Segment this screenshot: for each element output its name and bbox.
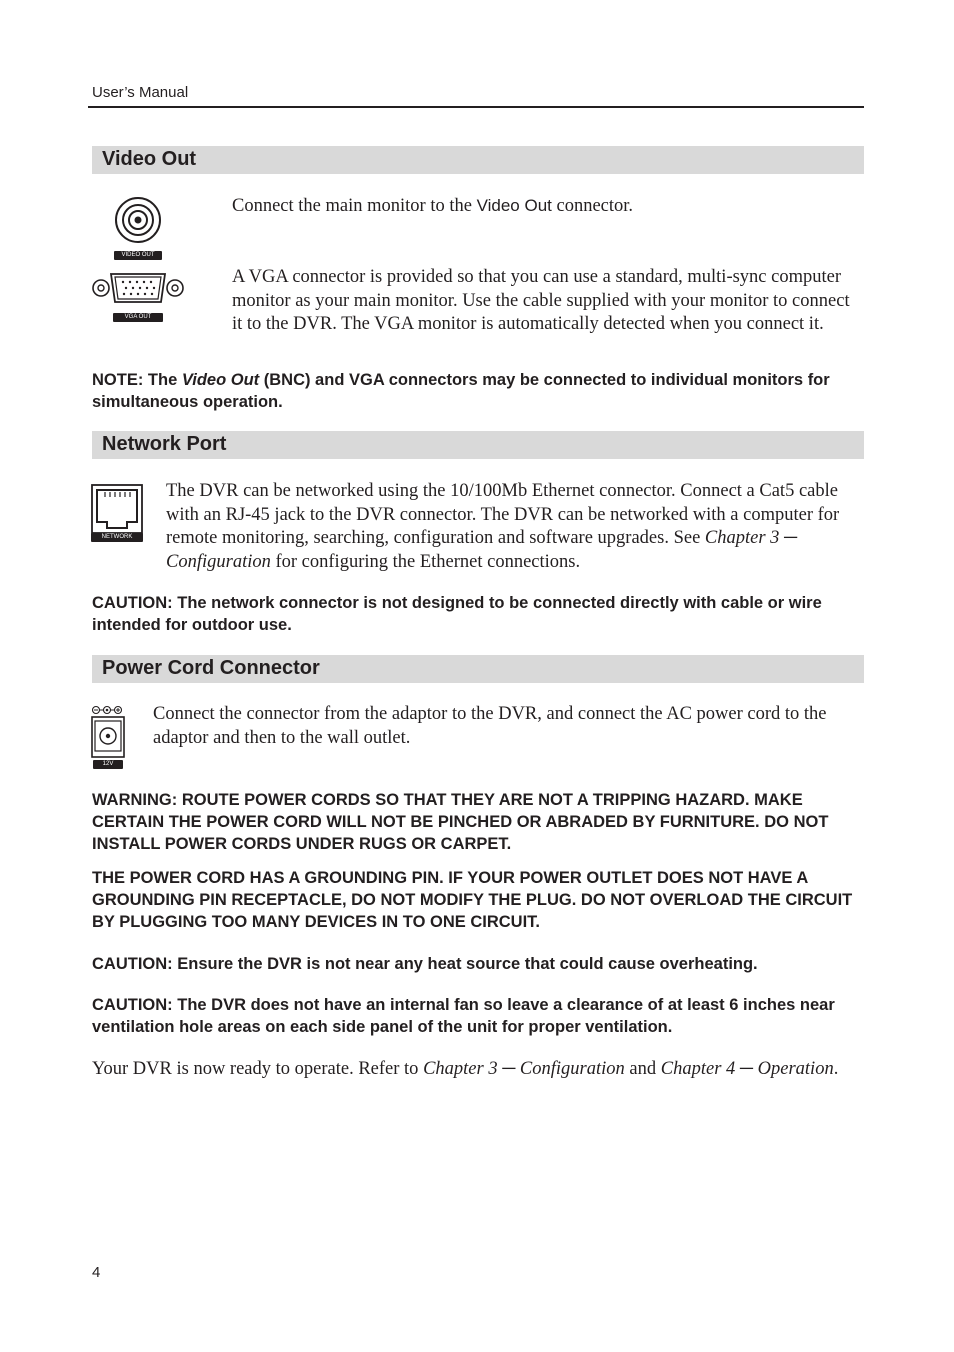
text-run: Connect the main monitor to the (232, 196, 477, 216)
text-run: (BNC) and VGA connectors may be connected to individual monitors for simultaneous operation. (92, 371, 830, 411)
section-heading-text: Network Port (102, 433, 227, 455)
text-run: connector. (551, 196, 634, 216)
header-rule (88, 106, 864, 108)
power-paragraph: Connect the connector from the adaptor to the DVR, and connect the AC power cord to the adaptor and then to the wall outlet. (153, 704, 827, 748)
grounding-warning: THE POWER CORD HAS A GROUNDING PIN. IF YOUR POWER OUTLET DOES NOT HAVE A GROUNDING PIN RECEPTACLE, DO NOT MODIFY THE PLUG. DO NOT OVERLOAD THE CIRCUIT BY PLUGGING TOO MANY DEVICES IN TO ONE CIRCUIT. (92, 869, 853, 931)
page-number: 4 (92, 1264, 101, 1281)
ventilation-caution: CAUTION: The DVR does not have an internal fan so leave a clearance of at least 6 inches near ventilation hole areas on each side panel of the unit for proper ventilation. (92, 996, 835, 1036)
section-heading-power-cord (92, 655, 864, 683)
network-label-tag: NETWORK (91, 533, 143, 542)
chapter-reference: Chapter 3 ─ Configuration (423, 1059, 625, 1079)
section-heading-text: Video Out (102, 148, 197, 170)
video-out-label-tag: VIDEO OUT (114, 251, 162, 260)
vga-paragraph: A VGA connector is provided so that you can use a standard, multi-sync computer monitor as your main monitor. Use the cable supplied with your monitor to connect it to the DVR. The VGA monitor is automatically detected when you connect it. (232, 267, 850, 334)
vga-connector-icon (91, 270, 185, 306)
text-run: NOTE: The (92, 371, 182, 389)
bnc-connector-icon (114, 196, 162, 244)
running-header: User’s Manual (92, 84, 189, 101)
text-run: for configuring the Ethernet connections. (270, 551, 581, 572)
text-run: . (833, 1059, 839, 1079)
12v-label-tag: 12V (93, 760, 123, 769)
ethernet-port-icon (91, 484, 143, 534)
video-out-note (92, 369, 872, 413)
power-warning: WARNING: ROUTE POWER CORDS SO THAT THEY ARE NOT A TRIPPING HAZARD. MAKE CERTAIN THE POWER CORD WILL NOT BE PINCHED OR ABRADED BY FURNITURE. DO NOT INSTALL POWER CORDS UNDER RUGS OR CARPET. (92, 791, 829, 853)
text-run: and (624, 1059, 661, 1079)
section-heading-network-port (92, 431, 864, 459)
text-run: Your DVR is now ready to operate. Refer to (92, 1059, 424, 1079)
closing-paragraph (92, 1058, 862, 1082)
video-out-term: Video Out (181, 371, 260, 389)
section-heading-text: Power Cord Connector (102, 657, 320, 679)
power-jack-icon (91, 705, 125, 761)
section-heading-video-out (92, 146, 864, 174)
chapter-reference: Chapter 3 ─ Configuration (166, 528, 798, 572)
network-caution: CAUTION: The network connector is not designed to be connected directly with cable or wire intended for outdoor use. (92, 594, 822, 634)
vga-out-label-tag: VGA OUT (113, 313, 163, 322)
video-out-paragraph (232, 194, 872, 219)
video-out-term: Video Out (476, 196, 552, 215)
text-run: The DVR can be networked using the 10/100Mb Ethernet connector. Connect a Cat5 cable with an RJ-45 jack to the DVR connector. The DVR can be networked with a computer for remote monitoring, searching, configuration and software upgrades. See (166, 481, 840, 548)
heat-caution: CAUTION: Ensure the DVR is not near any heat source that could cause overheating. (92, 955, 758, 973)
network-paragraph (166, 480, 866, 574)
chapter-reference: Chapter 4 ─ Operation (660, 1059, 834, 1079)
